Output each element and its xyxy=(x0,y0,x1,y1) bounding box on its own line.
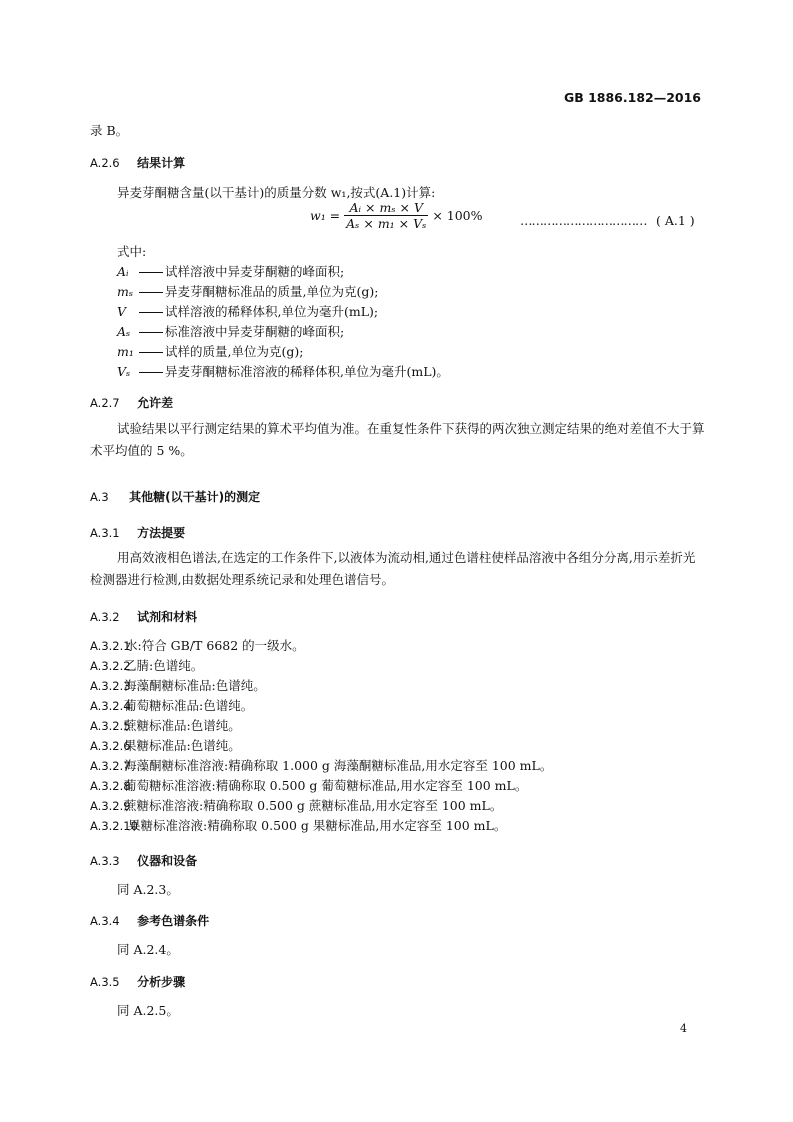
dash-line xyxy=(139,352,163,353)
item-number: A.3.2.7 xyxy=(90,759,131,773)
variable-symbol: Vₛ xyxy=(117,364,131,379)
section-title: 仪器和设备 xyxy=(137,854,198,868)
section-title: 允许差 xyxy=(137,396,174,410)
section-text: 同 A.2.5。 xyxy=(117,1003,179,1018)
item-number: A.3.2.3 xyxy=(90,679,131,693)
section-heading-a34 xyxy=(90,910,209,929)
item-number: A.3.2.4 xyxy=(90,699,131,713)
list-item xyxy=(90,776,527,794)
item-text: 水:符合 GB/T 6682 的一级水。 xyxy=(124,638,305,653)
variable-symbol: Aᵢ xyxy=(117,264,129,279)
section-title: 分析步骤 xyxy=(137,975,186,989)
variable-symbol: m₁ xyxy=(117,344,134,359)
section-title: 结果计算 xyxy=(137,156,186,170)
section-heading-a32 xyxy=(90,606,197,625)
section-heading-a27 xyxy=(90,392,173,411)
item-number: A.3.2.10 xyxy=(90,819,138,833)
item-number: A.3.2.9 xyxy=(90,799,131,813)
section-title: 其他糖(以干基计)的测定 xyxy=(129,490,261,504)
section-number: A.3.5 xyxy=(90,975,120,989)
item-text: 蔗糖标准品:色谱纯。 xyxy=(123,718,241,733)
variable-symbol: V xyxy=(117,304,127,319)
section-number: A.2.6 xyxy=(90,156,120,170)
variable-row xyxy=(117,322,344,340)
item-text: 果糖标准溶液:精确称取 0.500 g 果糖标准品,用水定容至 100 mL。 xyxy=(127,818,507,833)
where-label: 式中: xyxy=(117,244,147,259)
list-item xyxy=(90,756,552,774)
variable-desc: 试样溶液的稀释体积,单位为毫升(mL); xyxy=(165,304,379,319)
section-number: A.2.7 xyxy=(90,396,120,410)
item-number: A.3.2.2 xyxy=(90,659,131,673)
item-text: 果糖标准品:色谱纯。 xyxy=(123,738,241,753)
item-number: A.3.2.8 xyxy=(90,779,131,793)
equation-number: ( A.1 ) xyxy=(656,213,695,228)
list-item xyxy=(90,696,253,714)
section-text: 同 A.2.3。 xyxy=(117,882,179,897)
section-heading-a26 xyxy=(90,152,185,171)
list-item xyxy=(90,636,305,654)
variable-desc: 试样溶液中异麦芽酮糖的峰面积; xyxy=(165,264,345,279)
section-number: A.3.1 xyxy=(90,526,120,540)
dash-line xyxy=(139,272,163,273)
formula-factor: × 100% xyxy=(432,208,483,223)
item-number: A.3.2.1 xyxy=(90,639,131,653)
section-paragraph: 用高效液相色谱法,在选定的工作条件下,以液体为流动相,通过色谱柱使样品溶液中各组分分离,用示差折光检测器进行检测,由数据处理系统记录和处理色谱信号。 xyxy=(90,550,696,587)
section-title: 参考色谱条件 xyxy=(137,914,210,928)
section-heading-a3 xyxy=(90,486,260,505)
section-heading-a35 xyxy=(90,971,185,990)
variable-row xyxy=(117,262,344,280)
list-item xyxy=(90,736,241,754)
variable-symbol: Aₛ xyxy=(117,324,131,339)
item-text: 葡萄糖标准溶液:精确称取 0.500 g 葡萄糖标准品,用水定容至 100 mL。 xyxy=(123,778,528,793)
section-heading-a31 xyxy=(90,522,185,541)
item-text: 乙腈:色谱纯。 xyxy=(123,658,204,673)
variable-row xyxy=(117,342,303,360)
section-heading-a33 xyxy=(90,850,197,869)
section-paragraph: 试验结果以平行测定结果的算术平均值为准。在重复性条件下获得的两次独立测定结果的绝对差值不大于算术平均值的 5 %。 xyxy=(90,421,705,458)
item-number: A.3.2.5 xyxy=(90,719,131,733)
section-number: A.3 xyxy=(90,490,109,504)
variable-desc: 试样的质量,单位为克(g); xyxy=(165,344,304,359)
list-item xyxy=(90,656,203,674)
formula-lhs: w₁ = xyxy=(310,208,341,223)
formula xyxy=(310,200,483,231)
continued-text: 录 B。 xyxy=(90,123,129,138)
list-item xyxy=(90,716,241,734)
formula-dots: …………………………… xyxy=(520,213,647,228)
section-number: A.3.4 xyxy=(90,914,120,928)
formula-fraction xyxy=(344,200,428,231)
variable-symbol: mₛ xyxy=(117,284,134,299)
variable-row xyxy=(117,302,378,320)
list-item xyxy=(90,816,506,834)
section-title: 试剂和材料 xyxy=(137,610,198,624)
formula-denominator: Aₛ × m₁ × Vₛ xyxy=(346,216,427,231)
section-number: A.3.2 xyxy=(90,610,120,624)
item-text: 海藻酮糖标准品:色谱纯。 xyxy=(123,678,266,693)
item-text: 蔗糖标准溶液:精确称取 0.500 g 蔗糖标准品,用水定容至 100 mL。 xyxy=(123,798,503,813)
dash-line xyxy=(139,372,163,373)
variable-desc: 标准溶液中异麦芽酮糖的峰面积; xyxy=(165,324,345,339)
variable-desc: 异麦芽酮糖标准品的质量,单位为克(g); xyxy=(165,284,379,299)
dash-line xyxy=(139,312,163,313)
section-title: 方法提要 xyxy=(137,526,186,540)
section-text: 同 A.2.4。 xyxy=(117,942,179,957)
standard-number: GB 1886.182—2016 xyxy=(563,90,701,105)
item-text: 葡萄糖标准品:色谱纯。 xyxy=(123,698,254,713)
variable-row xyxy=(117,282,378,300)
formula-numerator: Aᵢ × mₛ × V xyxy=(349,200,423,215)
item-text: 海藻酮糖标准溶液:精确称取 1.000 g 海藻酮糖标准品,用水定容至 100 mL。 xyxy=(123,758,553,773)
dash-line xyxy=(139,332,163,333)
variable-row xyxy=(117,362,449,380)
item-number: A.3.2.6 xyxy=(90,739,131,753)
dash-line xyxy=(139,292,163,293)
section-number: A.3.3 xyxy=(90,854,120,868)
variable-desc: 异麦芽酮糖标准溶液的稀释体积,单位为毫升(mL)。 xyxy=(165,364,449,379)
list-item xyxy=(90,796,502,814)
page-number: 4 xyxy=(680,1022,687,1035)
list-item xyxy=(90,676,266,694)
section-text: 异麦芽酮糖含量(以干基计)的质量分数 w₁,按式(A.1)计算: xyxy=(117,185,436,200)
